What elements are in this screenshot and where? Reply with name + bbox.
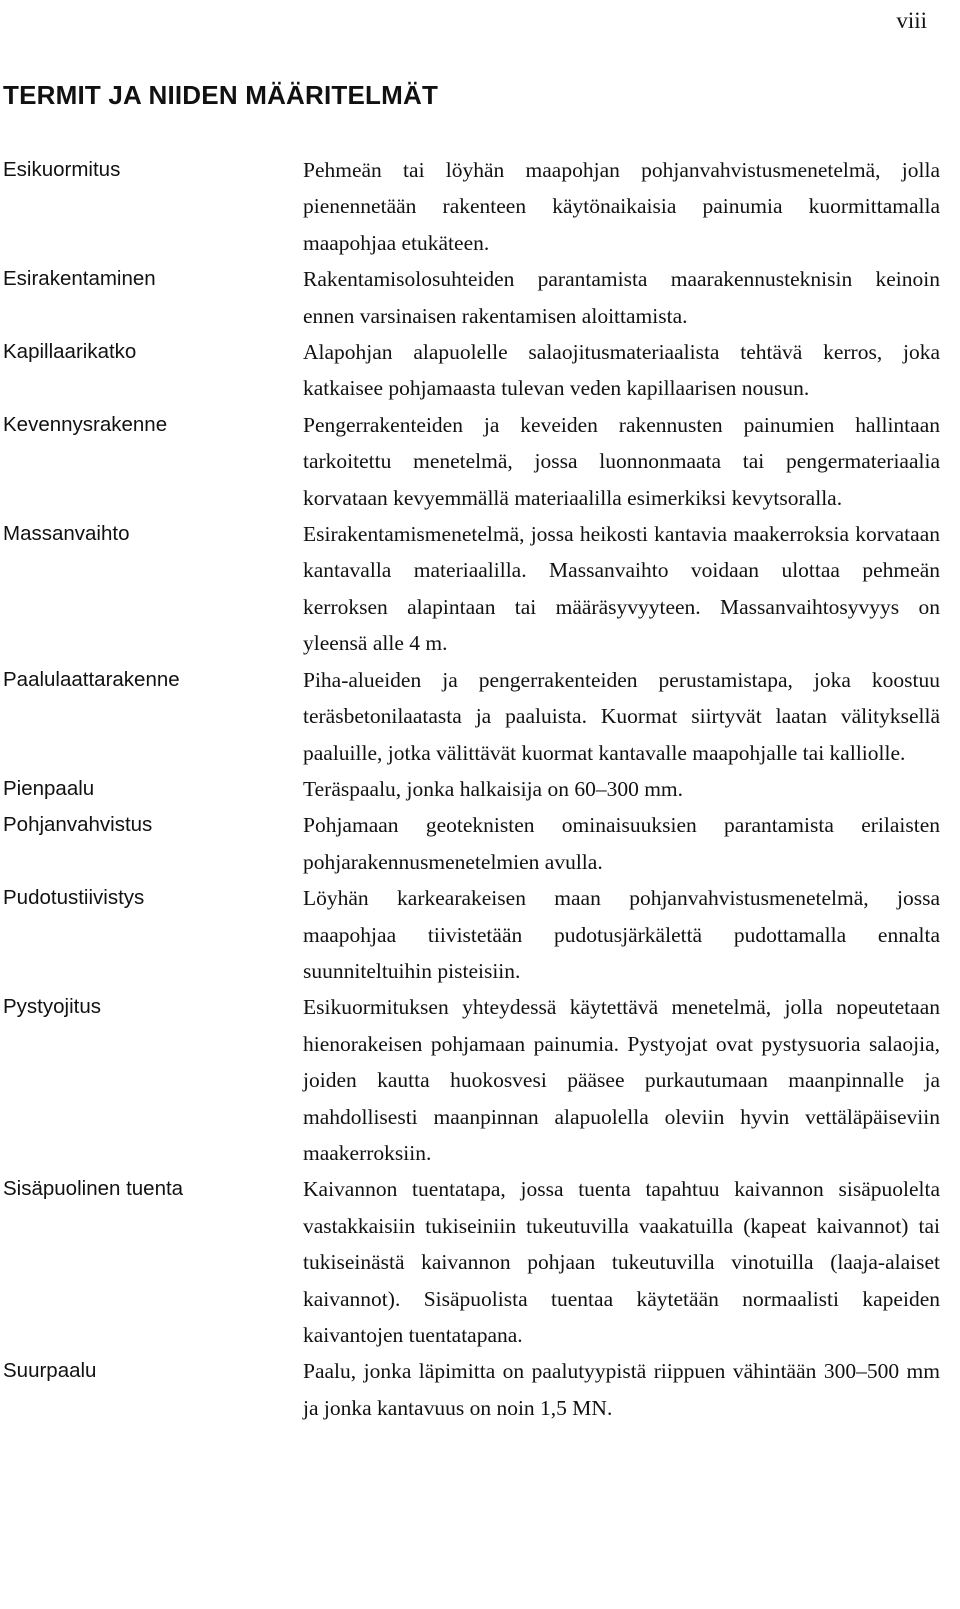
term-entry-massanvaihto: [0, 516, 960, 662]
term-entry-pudotustiivistys: [0, 880, 960, 989]
term-definition: Esikuormituksen yhteydessä käytettävä menetelmä, jolla nopeutetaan hienorakeisen pohjamaan painumia. Pystyojat ovat pystysuoria salaojia, joiden kautta huokosvesi pääsee purkautumaan maanpinnalle ja mahdollisesti maanpinnan alapuolella oleviin hyvin vettäläpäiseviin maakerroksiin.: [303, 995, 940, 1165]
term-definition: Teräspaalu, jonka halkaisija on 60–300 mm.: [303, 776, 684, 801]
term-name: Esikuormitus: [3, 158, 121, 181]
page-number: viii: [896, 8, 927, 33]
term-entry-sisapuolinen-tuenta: [0, 1171, 960, 1353]
term-definition: Löyhän karkearakeisen maan pohjanvahvistusmenetelmä, jossa maapohjaa tiivistetään pudotusjärkälettä pudottamalla ennalta suunniteltuihin pisteisiin.: [303, 886, 940, 983]
page-title: TERMIT JA NIIDEN MÄÄRITELMÄT: [3, 80, 439, 110]
term-entry-esirakentaminen: [0, 261, 960, 334]
term-definition: Kaivannon tuentatapa, jossa tuenta tapahtuu kaivannon sisäpuolelta vastakkaisiin tukiseiniin tukeutuvilla vaakatuilla (kapeat kaivannot) tai tukiseinästä kaivannon pohjaan tukeutuvilla vinotuilla (laaja-alaiset kaivannot). Sisäpuolista tuentaa käytetään normaalisti kapeiden kaivantojen tuentatapana.: [303, 1177, 940, 1347]
term-name: Pohjanvahvistus: [3, 813, 153, 837]
term-definition: Pengerrakenteiden ja keveiden rakennusten painumien hallintaan tarkoitettu menetelmä, jossa luonnonmaata tai pengermateriaalia korvataan kevyemmällä materiaalilla esimerkiksi kevytsoralla.: [303, 412, 940, 510]
term-definition: Piha-alueiden ja pengerrakenteiden perustamistapa, joka koostuu teräsbetonilaatasta ja paaluista. Kuormat siirtyvät laatan välityksellä paaluille, jotka välittävät kuormat kantavalle maapohjalle tai kalliolle.: [303, 667, 940, 765]
term-name: Paalulaattarakenne: [3, 667, 180, 691]
term-entry-pienpaalu: [0, 771, 960, 807]
term-name: Kevennysrakenne: [3, 412, 168, 436]
term-name: Sisäpuolinen tuenta: [3, 1177, 184, 1201]
term-name: Massanvaihto: [3, 522, 130, 546]
term-name: Pudotustiivistys: [3, 886, 145, 910]
term-definition: Paalu, jonka läpimitta on paalutyypistä riippuen vähintään 300–500 mm ja jonka kantavuus on noin 1,5 MN.: [303, 1359, 940, 1420]
term-name: Kapillaarikatko: [3, 340, 137, 364]
term-entry-pohjanvahvistus: [0, 807, 960, 880]
term-definition: Alapohjan alapuolelle salaojitusmateriaalista tehtävä kerros, joka katkaisee pohjamaasta tulevan veden kapillaarisen nousun.: [303, 340, 940, 401]
term-entry-esikuormitus: [0, 152, 960, 261]
term-entry-suurpaalu: [0, 1353, 960, 1426]
term-definition: Esirakentamismenetelmä, jossa heikosti kantavia maakerroksia korvataan kantavalla materiaalilla. Massanvaihto voidaan ulottaa pehmeän kerroksen alapintaan tai määräsyvyyteen. Massanvaihtosyvyys on yleensä alle 4 m.: [303, 522, 940, 656]
terms-list: [0, 152, 960, 1426]
term-entry-kevennysrakenne: [0, 407, 960, 516]
term-name: Pystyojitus: [3, 995, 101, 1019]
term-definition: Pohjamaan geoteknisten ominaisuuksien parantamista erilaisten pohjarakennusmenetelmien avulla.: [303, 813, 940, 874]
term-definition: Rakentamisolosuhteiden parantamista maarakennusteknisin keinoin ennen varsinaisen rakentamisen aloittamista.: [303, 267, 940, 328]
term-name: Suurpaalu: [3, 1359, 97, 1383]
term-definition: Pehmeän tai löyhän maapohjan pohjanvahvistusmenetelmä, jolla pienennetään rakenteen käytönaikaisia painumia kuormittamalla maapohjaa etukäteen.: [303, 158, 940, 255]
term-entry-pystyojitus: [0, 989, 960, 1171]
term-name: Esirakentaminen: [3, 267, 156, 291]
term-entry-paalulaattarakenne: [0, 662, 960, 771]
term-entry-kapillaarikatko: [0, 334, 960, 407]
term-name: Pienpaalu: [3, 776, 95, 800]
